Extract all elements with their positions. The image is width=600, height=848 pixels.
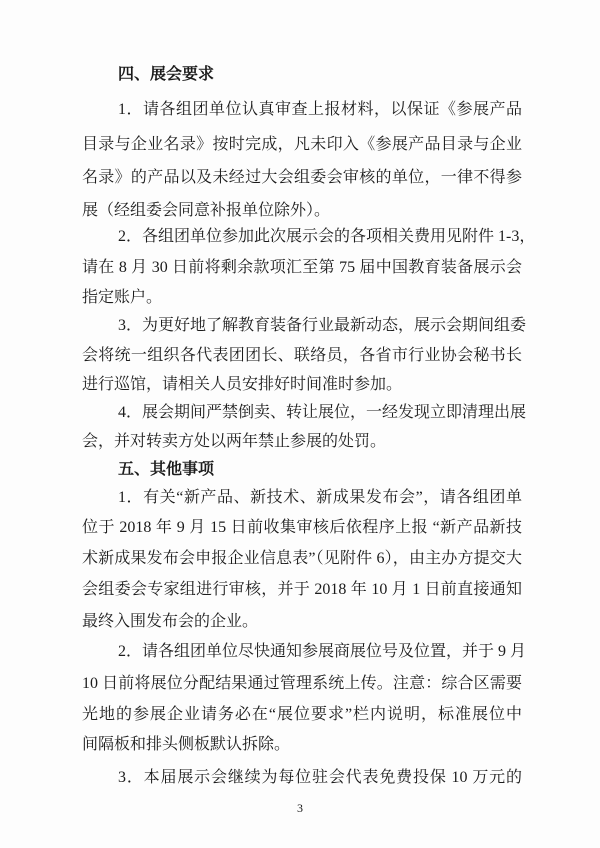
paragraph-line: 最终入围发布会的企业。	[82, 613, 259, 630]
paragraph-line: 会，并对转卖方处以两年禁止参展的处罚。	[82, 433, 387, 450]
paragraph-line: 术新成果发布会申报企业信息表”（见附件 6），由主办方提交大	[82, 550, 522, 567]
paragraph-line: 2．各组团单位参加此次展示会的各项相关费用见附件 1-3，	[118, 228, 536, 245]
paragraph-line: 1．请各组团单位认真审查上报材料，以保证《参展产品	[118, 101, 522, 118]
paragraph-line: 请在 8 月 30 日前将剩余款项汇至第 75 届中国教育装备展示会	[82, 259, 522, 276]
paragraph-line: 间隔板和排头侧板默认拆除。	[82, 736, 291, 753]
paragraph-line: 目录与企业名录》按时完成，凡未印入《参展产品目录与企业	[82, 136, 522, 153]
paragraph-line: 3．为更好地了解教育装备行业最新动态，展示会期间组委	[118, 317, 527, 334]
paragraph-line: 光地的参展企业请务必在“展位要求”栏内说明，标准展位中	[82, 706, 522, 723]
paragraph-line: 会将统一组织各代表团团长、联络员，各省市行业协会秘书长	[82, 347, 522, 364]
paragraph-line: 名录》的产品以及未经过大会组委会审核的单位，一律不得参	[82, 169, 522, 186]
paragraph-line: 进行巡馆，请相关人员安排好时间准时参加。	[82, 376, 403, 393]
paragraph-line: 10 日前将展位分配结果通过管理系统上传。注意：综合区需要	[82, 675, 522, 692]
paragraph-line: 3．本届展示会继续为每位驻会代表免费投保 10 万元的	[118, 769, 522, 786]
paragraph-line: 1．有关“新产品、新技术、新成果发布会”，请各组团单	[118, 489, 522, 506]
paragraph-line: 位于 2018 年 9 月 15 日前收集审核后依程序上报 “新产品新技	[82, 519, 522, 536]
paragraph-line: 展（经组委会同意补报单位除外）。	[82, 202, 331, 219]
section-heading: 五、其他事项	[118, 461, 215, 478]
page-number: 3	[297, 801, 303, 815]
section-heading: 四、展会要求	[118, 66, 215, 83]
paragraph-line: 2．请各组团单位尽快通知参展商展位号及位置，并于 9 月	[118, 643, 527, 660]
paragraph-line: 会组委会专家组进行审核，并于 2018 年 10 月 1 日前直接通知	[82, 581, 522, 598]
paragraph-line: 指定账户。	[82, 289, 163, 306]
paragraph-line: 4．展会期间严禁倒卖、转让展位，一经发现立即清理出展	[118, 404, 527, 421]
